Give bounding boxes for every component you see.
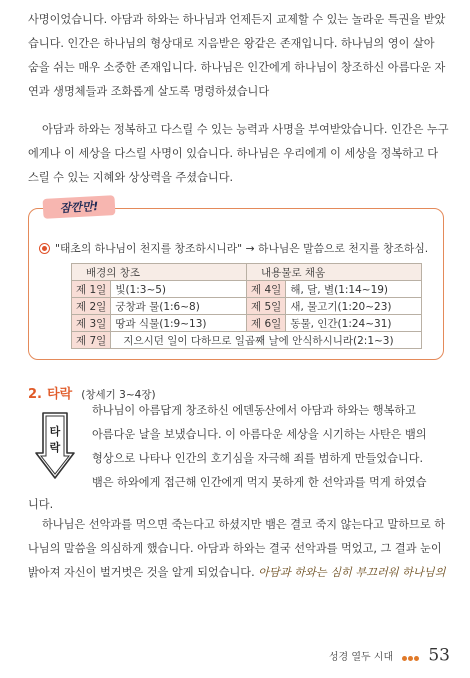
table-header: 배경의 창조 <box>72 264 247 281</box>
table-cell: 새, 물고기(1:20~23) <box>286 298 422 315</box>
table-header-row <box>72 264 422 281</box>
table-cell: 제 1일 <box>72 281 111 298</box>
paragraph-fall <box>28 515 448 587</box>
text-line: 하나님이 아름답게 창조하신 에덴동산에서 아담과 하와는 행복하고 <box>92 404 416 417</box>
emphasis-text: 아담과 하와는 심히 부끄러워 하나님의 <box>254 566 446 579</box>
text-span: 밝아져 자신이 벌거벗은 것을 알게 되었습니다. <box>28 566 255 579</box>
section-number: 2. <box>28 387 42 402</box>
table-cell: 제 7일 <box>72 332 111 349</box>
text-line: 니다. <box>28 498 54 511</box>
text-line: 나님의 말씀을 의심하게 했습니다. 아담과 하와는 결국 선악과를 먹었고, 그 결과 눈이 <box>28 542 442 555</box>
note-tab <box>43 195 116 219</box>
note-box <box>28 199 444 360</box>
table-cell: 제 6일 <box>247 315 286 332</box>
table-cell: 동물, 인간(1:24~31) <box>286 315 422 332</box>
text-line: 형상으로 나타나 인간의 호기심을 자극해 죄를 범하게 만들었습니다. <box>92 452 424 465</box>
text-line: 스릴 수 있는 지혜와 상상력을 주셨습니다. <box>28 171 234 184</box>
footer-title: 성경 열두 시대 <box>328 652 394 663</box>
table-cell: 땅과 식물(1:9~13) <box>111 315 247 332</box>
table-cell: 궁창과 물(1:6~8) <box>111 298 247 315</box>
intro-paragraph <box>28 10 448 100</box>
note-text: "태초의 하나님이 천지를 창조하시니라" → 하나님은 말씀으로 천지를 창조하심. <box>55 242 429 255</box>
icon-label: 타 <box>49 425 61 438</box>
text-line: 아름다운 날을 보냈습니다. 이 아름다운 세상을 시기하는 사탄은 뱀의 <box>92 428 427 441</box>
table-cell: 제 4일 <box>247 281 286 298</box>
note-tab-label: 잠깐만! <box>59 199 99 216</box>
table-row <box>72 315 422 332</box>
table-row <box>72 332 422 349</box>
table-header: 내용물로 채움 <box>247 264 422 281</box>
text-line: 하나님은 선악과를 먹으면 죽는다고 하셨지만 뱀은 결코 죽지 않는다고 말하므로 하 <box>42 518 446 531</box>
table-cell: 해, 달, 별(1:14~19) <box>286 281 422 298</box>
text-line: 숨을 쉬는 매우 소중한 존재입니다. 하나님은 인간에게 하나님이 창조하신 아름다운 자 <box>28 61 446 74</box>
section-heading <box>28 383 156 402</box>
dots-icon <box>402 646 420 665</box>
table-cell: 지으시던 일이 다하므로 일곱째 날에 안식하시니라(2:1~3) <box>111 332 422 349</box>
table-cell: 빛(1:3~5) <box>111 281 247 298</box>
section-body <box>28 401 448 511</box>
page-footer <box>329 645 450 666</box>
text-line: 습니다. 인간은 하나님의 형상대로 지음받은 왕같은 존재입니다. 하나님의 영이 살아 <box>28 37 435 50</box>
text-line: 뱀은 하와에게 접근해 인간에게 먹지 못하게 한 선악과를 먹게 하였습 <box>92 476 427 489</box>
paragraph-dominion <box>28 120 448 190</box>
text-line: 에게나 이 세상을 다스릴 사명이 있습니다. 하나님은 우리에게 이 세상을 정복하고 다 <box>28 147 439 160</box>
text-line: 연과 생명체들과 조화롭게 살도록 명령하셨습니다 <box>28 85 270 98</box>
text-line: 사명이었습니다. 아담과 하와는 하나님과 언제든지 교제할 수 있는 놀라운 특권을 받았 <box>28 13 446 26</box>
bullet-icon <box>39 243 50 254</box>
creation-table <box>71 263 422 349</box>
page-number: 53 <box>428 645 450 666</box>
section-subtitle: (창세기 3~4장) <box>81 389 156 401</box>
text-line: 아담과 하와는 정복하고 다스릴 수 있는 능력과 사명을 부여받았습니다. 인간은 누구 <box>42 123 449 136</box>
section-title: 타락 <box>47 387 73 402</box>
table-row <box>72 298 422 315</box>
icon-label: 락 <box>49 441 61 454</box>
table-cell: 제 5일 <box>247 298 286 315</box>
table-cell: 제 2일 <box>72 298 111 315</box>
table-cell: 제 3일 <box>72 315 111 332</box>
text-line <box>28 567 445 578</box>
table-row <box>72 281 422 298</box>
